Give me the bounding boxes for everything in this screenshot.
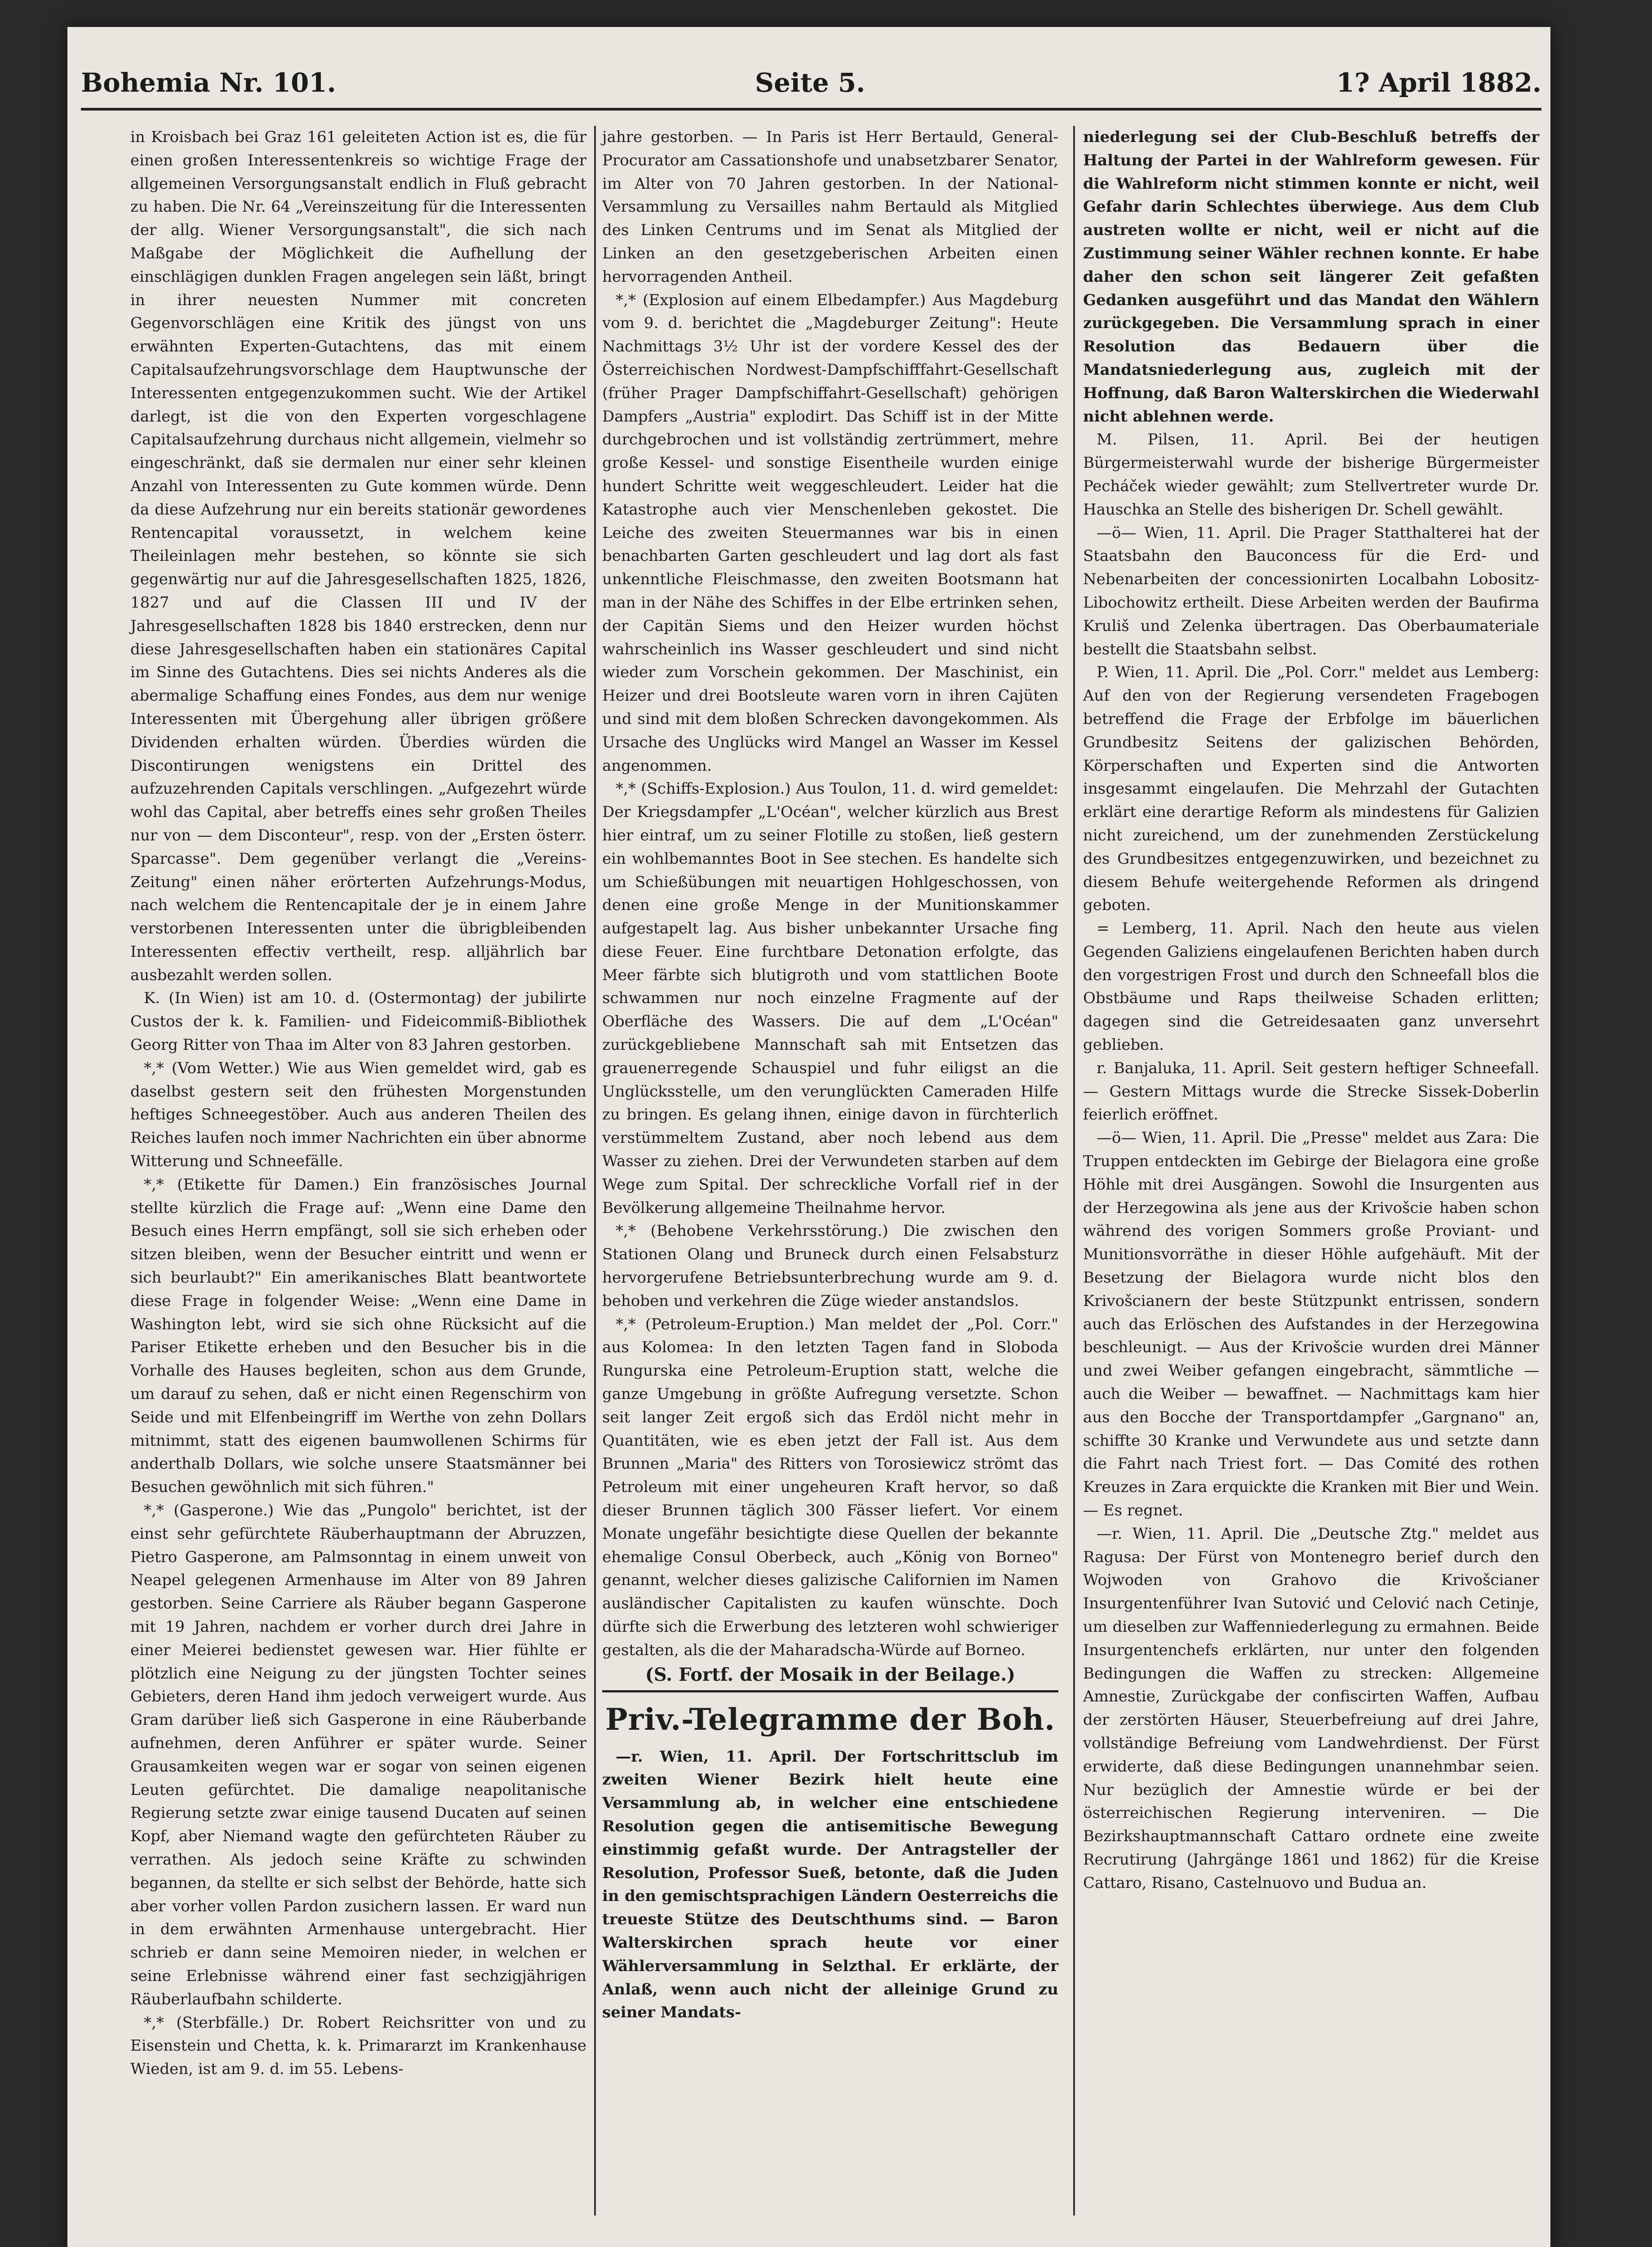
header-date: 1? April 1882. [1336,67,1541,98]
article-paragraph: K. (In Wien) ist am 10. d. (Ostermontag) der jubilirte Custos der k. k. Familien- und Fideicommiß-Bibliothek Georg Ritter von Thaa im Alter von 83 Jahren gestorben. [130,989,586,1054]
header-page-number: Seite 5. [755,67,866,98]
article-paragraph: *,* (Behobene Verkehrsstörung.) Die zwischen den Stationen Olang und Bruneck durch einen Felsabsturz hervorgerufene Betriebsunterbrechung wurde am 9. d. behoben und verkehren die Züge wieder anstandslos. [602,1222,1058,1310]
column-divider [594,126,596,2216]
header-rule [81,108,1541,111]
column-divider [1073,126,1075,2216]
article-paragraph: jahre gestorben. — In Paris ist Herr Bertauld, General-Procurator am Cassationshofe und unabsetzbarer Senator, im Alter von 70 Jahren gestorben. In der National-Versammlung zu Versailles nahm Bertauld als Mitglied des Linken Centrums und im Senat als Mitglied der Linken an den gesetzgeberischen Arbeiten einen hervorragenden Antheil. [602,128,1058,286]
article-paragraph: *,* (Gasperone.) Wie das „Pungolo" berichtet, ist der einst sehr gefürchtete Räuberhauptmann der Abruzzen, Pietro Gasperone, am Palmsonntag in einem unweit von Neapel gelegenen Armenhause im Alter von 89 Jahren gestorben. Seine Carriere als Räuber begann Gasperone mit 19 Jahren, nachdem er vorher durch drei Jahre in einer Meierei bedienstet gewesen war. Hier fühlte er plötzlich eine Neigung zu der jüngsten Tochter seines Gebieters, deren Hand ihm jedoch verweigert wurde. Aus Gram darüber ließ sich Gasperone in eine Räuberbande aufnehmen, deren Anführer er später wurde. Seiner Grausamkeiten wegen war er sogar von seinen eigenen Leuten gefürchtet. Die damalige neapolitanische Regierung setzte zwar einige tausend Ducaten auf seinen Kopf, aber Niemand wagte den gefürchteten Räuber zu verrathen. Als jedoch seine Kräfte zu schwinden begannen, da stellte er sich selbst der Behörde, hatte sich aber vorher vollen Pardon zusichern lassen. Er ward nun in dem erwähnten Armenhause untergebracht. Hier schrieb er dann seine Memoiren nieder, in welchen er seine Erlebnisse während einer fast sechzigjährigen Räuberlaufbahn schilderte. [130,1501,586,2008]
column-3 [1083,126,1539,1895]
telegram-paragraph: —ö— Wien, 11. April. Die Prager Statthalterei hat der Staatsbahn den Bauconcess für die Erd- und Nebenarbeiten der concessionirten Localbahn Lobositz-Libochowitz ertheilt. Diese Arbeiten werden der Baufirma Kruliš und Zelenka übertragen. Das Oberbaumateriale bestellt die Staatsbahn selbst. [1083,524,1539,658]
telegram-paragraph: P. Wien, 11. April. Die „Pol. Corr." meldet aus Lemberg: Auf den von der Regierung versendeten Fragebogen betreffend die Frage der Erbfolge im bäuerlichen Grundbesitz Seitens der galizischen Behörden, Körperschaften und Experten sind die Antworten insgesammt eingelaufen. Die Mehrzahl der Gutachten erklärt eine derartige Reform als mindestens für Galizien nicht zureichend, um der zunehmenden Zerstückelung des Grundbesitzes entgegenzuwirken, und bezeichnet zu diesem Behufe weitergehende Reformen als dringend geboten. [1083,663,1539,915]
telegram-paragraph: —r. Wien, 11. April. Die „Deutsche Ztg." meldet aus Ragusa: Der Fürst von Montenegro berief durch den Wojwoden von Grahovo die Krivošcianer Insurgentenführer Ivan Sutović und Celović nach Cetinje, um dieselben zur Waffenniederlegung zu ermahnen. Beide Insurgentenchefs erklärten, nur unter den folgenden Bedingungen die Waffen zu strecken: Allgemeine Amnestie, Zurückgabe der confiscirten Waffen, Aufbau der zerstörten Häuser, Steuerbefreiung auf drei Jahre, vollständige Befreiung vom Landwehrdienst. Der Fürst erwiderte, daß diese Bedingungen unannehmbar seien. Nur bezüglich der Amnestie würde er bei der österreichischen Regierung interveniren. — Die Bezirkshauptmannschaft Cattaro ordnete eine zweite Recrutirung (Jahrgänge 1861 und 1862) für die Kreise Cattaro, Risano, Castelnuovo und Budua an. [1083,1524,1539,1892]
column-2 [602,126,1058,2025]
column-1 [130,126,586,2081]
article-paragraph: in Kroisbach bei Graz 161 geleiteten Action ist es, die für einen großen Interessentenkreis so wichtige Frage der allgemeinen Versorgungsanstalt endlich in Fluß gebracht zu haben. Die Nr. 64 „Vereinszeitung für die Interessenten der allg. Wiener Versorgungsanstalt", die sich nach Maßgabe der Möglichkeit die Aufhellung der einschlägigen dunklen Fragen angelegen sein läßt, bringt in ihrer neuesten Nummer mit concreten Gegenvorschlägen eine Kritik des jüngst von uns erwähnten Experten-Gutachtens, das mit einem Capitalsaufzehrungsvorschlage dem Hauptwunsche der Interessenten entgegenzukommen sucht. Wie der Artikel darlegt, ist die von den Experten vorgeschlagene Capitalsaufzehrung durchaus nicht allgemein, vielmehr so eingeschränkt, daß sie dermalen nur einer sehr kleinen Anzahl von Interessenten zu Gute kommen würde. Denn da diese Aufzehrung nur ein bereits stationär gewordenes Rentencapital voraussetzt, in welchem keine Theileinlagen mehr bestehen, so könnte sie sich gegenwärtig nur auf die Jahresgesellschaften 1825, 1826, 1827 und auf die Classen III und IV der Jahresgesellschaften 1828 bis 1840 erstrecken, denn nur diese Jahresgesellschaften haben ein stationäres Capital im Sinne des Gutachtens. Dies sei nichts Anderes als die abermalige Schaffung eines Fondes, aus dem nur wenige Interessenten mit Übergehung aller übrigen größere Dividenden erhalten würden. Überdies würden die Discontirungen wenigstens ein Drittel des aufzuzehrenden Capitals verschlingen. „Aufgezehrt würde wohl das Capital, aber betreffs eines sehr großen Theiles nur von — dem Disconteur", resp. von der „Ersten österr. Sparcasse". Dem gegenüber verlangt die „Vereins-Zeitung" einen näher erörterten Aufzehrungs-Modus, nach welchem die Rentencapitale der je in einem Jahre verstorbenen Interessenten unter die übrigbleibenden Interessenten effectiv vertheilt, resp. alljährlich bar ausbezahlt werden sollen. [130,128,586,984]
article-paragraph: *,* (Explosion auf einem Elbedampfer.) Aus Magdeburg vom 9. d. berichtet die „Magdeburger Zeitung": Heute Nachmittags 3½ Uhr ist der vordere Kessel des der Österreichischen Nordwest-Dampfschifffahrt-Gesellschaft (früher Prager Dampfschiffahrt-Gesellschaft) gehörigen Dampfers „Austria" explodirt. Das Schiff ist in der Mitte durchgebrochen und ist vollständig zertrümmert, mehre große Kessel- und sonstige Eisentheile wurden einige hundert Schritte weit weggeschleudert. Leider hat die Katastrophe auch vier Menschenleben gekostet. Die Leiche des zweiten Steuermannes war bis in einen benachbarten Garten geschleudert und lag dort als fast unkenntliche Fleischmasse, den zweiten Bootsmann hat man in der Nähe des Schiffes in der Elbe ertrinken sehen, der Capitän Siems und den Heizer wurden höchst wahrscheinlich ins Wasser geschleudert und sind nicht wieder zum Vorschein gekommen. Der Maschinist, ein Heizer und drei Bootsleute waren vorn in ihren Cajüten und sind mit dem bloßen Schrecken davongekommen. Als Ursache des Unglücks wird Mangel an Wasser im Kessel angenommen. [602,291,1058,775]
telegram-paragraph: M. Pilsen, 11. April. Bei der heutigen Bürgermeisterwahl wurde der bisherige Bürgermeister Pecháček wieder gewählt; zum Stellvertreter wurde Dr. Hauschka an Stelle des bisherigen Dr. Schell gewählt. [1083,431,1539,519]
section-title: Priv.-Telegramme der Boh. [605,1701,1056,1737]
header-publication: Bohemia Nr. 101. [81,67,336,98]
page-header [81,67,1541,108]
article-paragraph: *,* (Petroleum-Eruption.) Man meldet der „Pol. Corr." aus Kolomea: In den letzten Tagen fand in Sloboda Rungurska eine Petroleum-Eruption statt, welche die ganze Umgebung in größte Aufregung versetzte. Schon seit langer Zeit ergoß sich das Erdöl nicht mehr in Quantitäten, wie es eben jetzt der Fall ist. Aus dem Brunnen „Maria" des Ritters von Torosiewicz strömt das Petroleum mit einer ungeheuren Kraft hervor, so daß dieser Brunnen täglich 300 Fässer liefert. Vor einem Monate ungefähr besichtigte diese Quellen der bekannte ehemalige Consul Oberbeck, auch „König von Borneo" genannt, welcher dieses galizische Californien im Namen ausländischer Capitalisten zu kaufen wünschte. Doch dürfte sich die Erwerbung des letzteren wohl schwieriger gestalten, als die der Maharadscha-Würde auf Borneo. [602,1315,1058,1659]
article-paragraph: *,* (Schiffs-Explosion.) Aus Toulon, 11. d. wird gemeldet: Der Kriegsdampfer „L'Océan", welcher kürzlich aus Brest hier eintraf, um zu seiner Flotille zu stoßen, ließ gestern ein wohlbemanntes Boot in See stechen. Es handelte sich um Schießübungen mit neuartigen Hohlgeschossen, von denen eine große Menge in der Munitionskammer aufgestapelt lag. Aus bisher unbekannter Ursache fing diese Feuer. Eine furchtbare Detonation erfolgte, das Meer färbte sich blutigroth und vom stattlichen Boote schwammen nur noch einzelne Fragmente auf der Oberfläche des Wassers. Die auf dem „L'Océan" zurückgebliebene Mannschaft sah mit Entsetzen das grauenerregende Schauspiel und fuhr eiligst an die Unglücksstelle, um den verunglückten Cameraden Hilfe zu bringen. Es gelang ihnen, einige davon in fürchterlich verstümmeltem Zustand, aber noch lebend aus dem Wasser zu ziehen. Drei der Verwundeten starben auf dem Wege zum Spital. Der schreckliche Vorfall rief in der Bevölkerung allgemeine Theilnahme hervor. [602,780,1058,1217]
telegram-paragraph: —ö— Wien, 11. April. Die „Presse" meldet aus Zara: Die Truppen entdeckten im Gebirge der Bielagora eine große Höhle mit drei Ausgängen. Sowohl die Insurgenten aus der Herzegowina als jene aus der Krivošcie haben schon während des vorigen Sommers große Proviant- und Munitionsvorräthe in dieser Höhle aufgehäuft. Mit der Besetzung der Bielagora wurde nicht blos den Krivošcianern der beste Stützpunkt entrissen, sondern auch das Erlöschen des Aufstandes in der Herzegowina beschleunigt. — Aus der Krivošcie wurden drei Männer und zwei Weiber gefangen eingebracht, sämmtliche — auch die Weiber — bewaffnet. — Nachmittags kam hier aus den Bocche der Transportdampfer „Gargnano" an, schiffte 30 Kranke und Verwundete aus und setzte dann die Fahrt nach Triest fort. — Das Comité des rothen Kreuzes in Zara erquickte die Kranken mit Bier und Wein. — Es regnet. [1083,1129,1539,1520]
telegram-paragraph: —r. Wien, 11. April. Der Fortschrittsclub im zweiten Wiener Bezirk hielt heute eine Versammlung ab, in welcher eine entschiedene Resolution gegen die antisemitische Bewegung einstimmig gefaßt wurde. Der Antragsteller der Resolution, Professor Sueß, betonte, daß die Juden in den gemischtsprachigen Ländern Oesterreichs die treueste Stütze des Deutschthums sind. — Baron Walterskirchen sprach heute vor einer Wählerversammlung in Selzthal. Er erklärte, der Anlaß, wenn auch nicht der alleinige Grund zu seiner Mandats- [602,1747,1058,2022]
section-rule [602,1690,1058,1692]
article-paragraph: *,* (Etikette für Damen.) Ein französisches Journal stellte kürzlich die Frage auf: „Wenn eine Dame den Besuch eines Herrn empfängt, soll sie sich erheben oder sitzen bleiben, wenn der Besucher eintritt und wenn er sich beurlaubt?" Ein amerikanisches Blatt beantwortete diese Frage in folgender Weise: „Wenn eine Dame in Washington lebt, wird sie sich ohne Rücksicht auf die Pariser Etikette erheben und den Besucher bis in die Vorhalle des Hauses begleiten, schon aus dem Grunde, um darauf zu sehen, daß er nicht einen Regenschirm von Seide und mit Elfenbeingriff im Werthe von zehn Dollars mitnimmt, statt des eigenen baumwollenen Schirms für anderthalb Dollars, wie solche unsere Staatsmänner bei Besuchen gewöhnlich mit sich führen." [130,1175,586,1497]
article-paragraph: *,* (Sterbfälle.) Dr. Robert Reichsritter von und zu Eisenstein und Chetta, k. k. Primararzt im Krankenhause Wieden, ist am 9. d. im 55. Lebens- [130,2013,586,2078]
telegram-paragraph: r. Banjaluka, 11. April. Seit gestern heftiger Schneefall. — Gestern Mittags wurde die Strecke Sissek-Doberlin feierlich eröffnet. [1083,1059,1539,1124]
article-paragraph: *,* (Vom Wetter.) Wie aus Wien gemeldet wird, gab es daselbst gestern seit den frühesten Morgenstunden heftiges Schneegestöber. Auch aus anderen Theilen des Reiches laufen noch immer Nachrichten ein über abnorme Witterung und Schneefälle. [130,1059,586,1171]
telegram-paragraph: niederlegung sei der Club-Beschluß betreffs der Haltung der Partei in der Wahlreform gewesen. Für die Wahlreform nicht stimmen konnte er nicht, weil Gefahr darin Schlechtes überwiege. Aus dem Club austreten wollte er nicht, weil er nicht auf die Zustimmung seiner Wähler rechnen konnte. Er habe daher den schon seit längerer Zeit gefaßten Gedanken ausgeführt und das Mandat den Wählern zurückgegeben. Die Versammlung sprach in einer Resolution das Bedauern über die Mandatsniederlegung aus, zugleich mit der Hoffnung, daß Baron Walterskirchen die Wiederwahl nicht ablehnen werde. [1083,128,1539,426]
telegram-paragraph: = Lemberg, 11. April. Nach den heute aus vielen Gegenden Galiziens eingelaufenen Berichten haben durch den vorgestrigen Frost und durch den Schneefall blos die Obstbäume und Raps theilweise Schaden erlitten; dagegen sind die Getreidesaaten ganz unversehrt geblieben. [1083,919,1539,1054]
continuation-note: (S. Fortf. der Mosaik in der Beilage.) [645,1664,1016,1685]
